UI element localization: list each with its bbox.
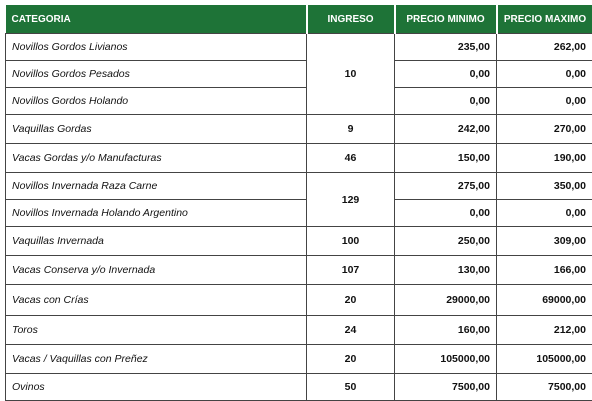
cell-categoria: Vaquillas Gordas xyxy=(6,115,307,144)
cell-categoria: Novillos Invernada Raza Carne xyxy=(6,173,307,200)
table-row xyxy=(6,316,592,345)
header-ingreso: INGRESO xyxy=(307,5,395,34)
header-categoria: CATEGORIA xyxy=(6,5,307,34)
cell-precio-maximo: 0,00 xyxy=(497,88,592,115)
cell-categoria: Vacas Conserva y/o Invernada xyxy=(6,256,307,285)
table-row xyxy=(6,200,592,227)
cell-ingreso: 46 xyxy=(307,144,395,173)
cell-precio-maximo: 190,00 xyxy=(497,144,592,173)
cell-precio-maximo: 7500,00 xyxy=(497,374,592,401)
table-row xyxy=(6,374,592,401)
cell-precio-maximo: 350,00 xyxy=(497,173,592,200)
cell-precio-minimo: 0,00 xyxy=(395,200,497,227)
cell-precio-minimo: 150,00 xyxy=(395,144,497,173)
price-table xyxy=(5,5,592,401)
cell-precio-minimo: 7500,00 xyxy=(395,374,497,401)
table-row xyxy=(6,345,592,374)
cell-ingreso: 129 xyxy=(307,173,395,227)
cell-categoria: Toros xyxy=(6,316,307,345)
cell-precio-maximo: 69000,00 xyxy=(497,285,592,316)
cell-precio-minimo: 0,00 xyxy=(395,88,497,115)
table-row xyxy=(6,61,592,88)
cell-precio-minimo: 235,00 xyxy=(395,34,497,61)
cell-precio-maximo: 262,00 xyxy=(497,34,592,61)
table-row xyxy=(6,227,592,256)
cell-categoria: Vacas / Vaquillas con Preñez xyxy=(6,345,307,374)
cell-precio-minimo: 250,00 xyxy=(395,227,497,256)
header-row xyxy=(6,5,592,34)
cell-categoria: Novillos Gordos Pesados xyxy=(6,61,307,88)
cell-ingreso: 10 xyxy=(307,34,395,115)
cell-precio-minimo: 160,00 xyxy=(395,316,497,345)
cell-precio-minimo: 105000,00 xyxy=(395,345,497,374)
cell-ingreso: 107 xyxy=(307,256,395,285)
cell-precio-maximo: 270,00 xyxy=(497,115,592,144)
cell-categoria: Novillos Gordos Livianos xyxy=(6,34,307,61)
cell-ingreso: 20 xyxy=(307,345,395,374)
cell-precio-minimo: 0,00 xyxy=(395,61,497,88)
cell-categoria: Novillos Invernada Holando Argentino xyxy=(6,200,307,227)
cell-ingreso: 9 xyxy=(307,115,395,144)
table-row xyxy=(6,34,592,61)
header-precio-minimo: PRECIO MINIMO xyxy=(395,5,497,34)
table-row xyxy=(6,256,592,285)
cell-categoria: Vaquillas Invernada xyxy=(6,227,307,256)
table-row xyxy=(6,88,592,115)
cell-precio-maximo: 212,00 xyxy=(497,316,592,345)
table-row xyxy=(6,115,592,144)
header-precio-maximo: PRECIO MAXIMO xyxy=(497,5,592,34)
cell-precio-minimo: 130,00 xyxy=(395,256,497,285)
cell-precio-minimo: 242,00 xyxy=(395,115,497,144)
cell-categoria: Vacas Gordas y/o Manufacturas xyxy=(6,144,307,173)
table-row xyxy=(6,285,592,316)
cell-categoria: Vacas con Crías xyxy=(6,285,307,316)
cell-ingreso: 50 xyxy=(307,374,395,401)
table-row xyxy=(6,144,592,173)
cell-ingreso: 20 xyxy=(307,285,395,316)
cell-ingreso: 24 xyxy=(307,316,395,345)
cell-precio-minimo: 275,00 xyxy=(395,173,497,200)
cell-categoria: Novillos Gordos Holando xyxy=(6,88,307,115)
cell-precio-maximo: 0,00 xyxy=(497,200,592,227)
cell-categoria: Ovinos xyxy=(6,374,307,401)
table-row xyxy=(6,173,592,200)
cell-precio-minimo: 29000,00 xyxy=(395,285,497,316)
cell-ingreso: 100 xyxy=(307,227,395,256)
cell-precio-maximo: 166,00 xyxy=(497,256,592,285)
cell-precio-maximo: 0,00 xyxy=(497,61,592,88)
cell-precio-maximo: 105000,00 xyxy=(497,345,592,374)
cell-precio-maximo: 309,00 xyxy=(497,227,592,256)
